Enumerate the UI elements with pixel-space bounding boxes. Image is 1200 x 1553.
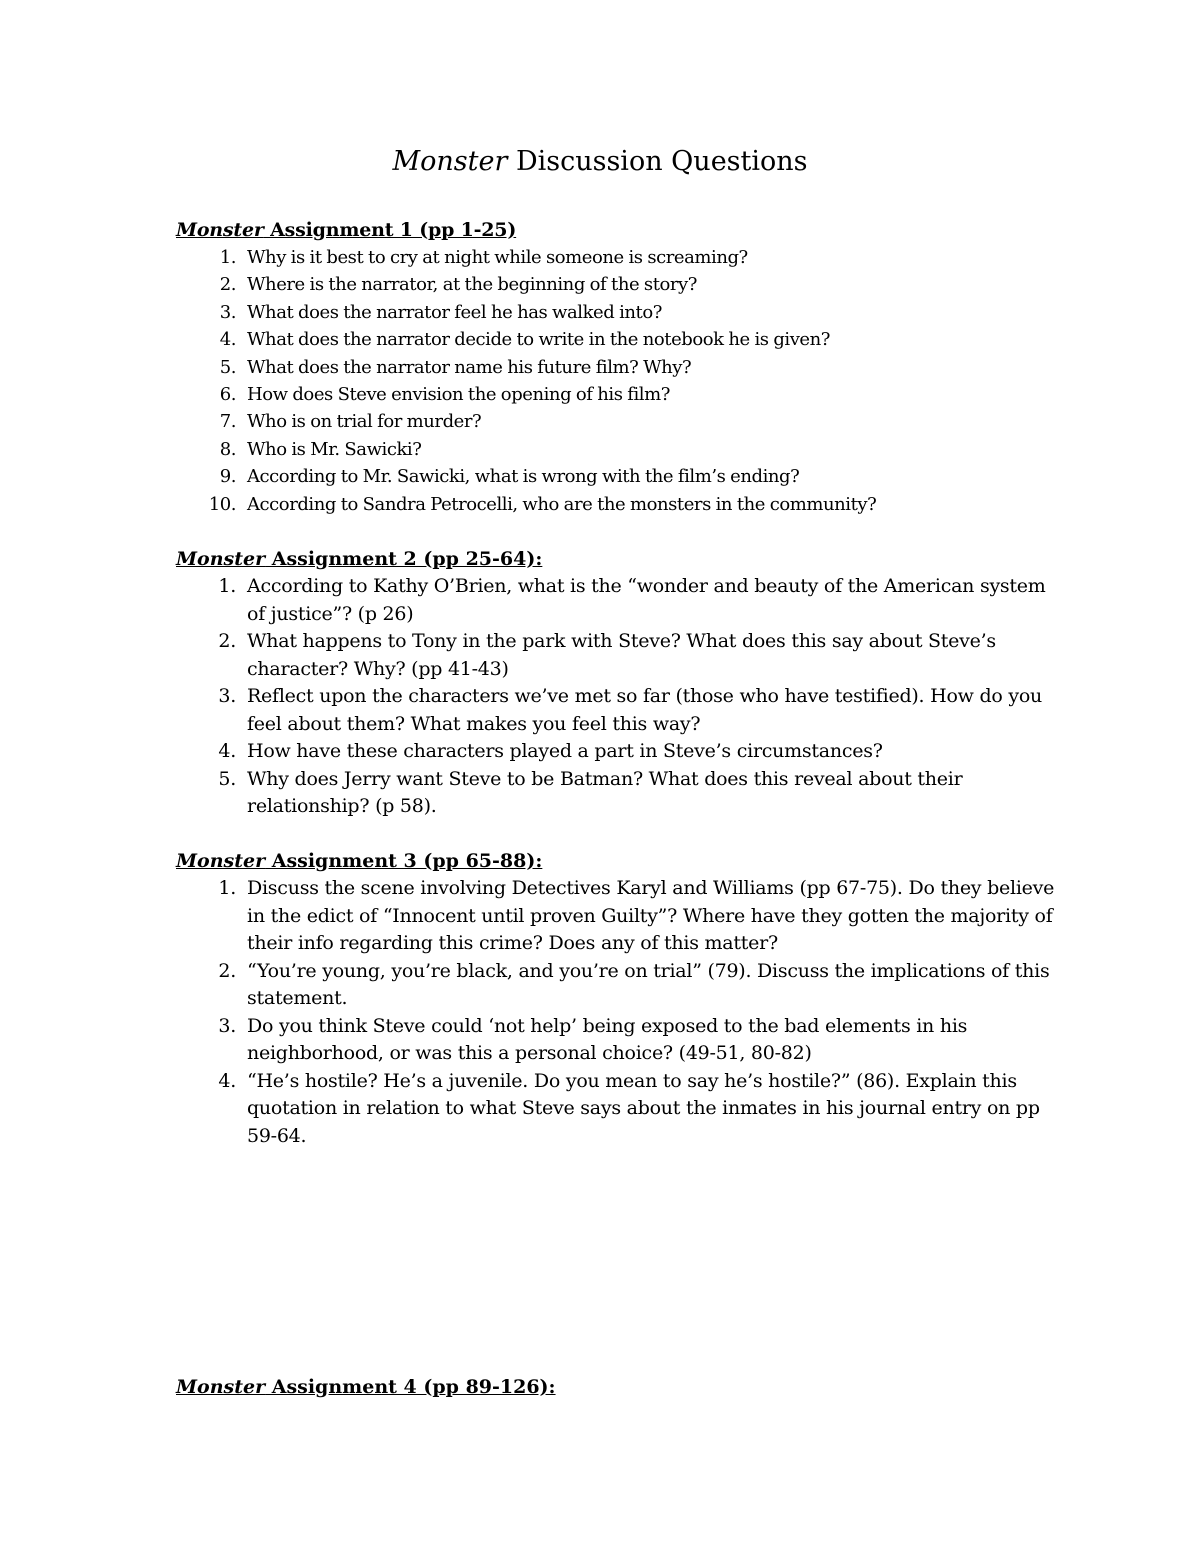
- question-text: What does the narrator feel he has walked into?: [247, 301, 662, 323]
- question-item: [176, 573, 1056, 628]
- question-text: Why is it best to cry at night while someone is screaming?: [247, 247, 748, 268]
- question-text: Why does Jerry want Steve to be Batman? What does this reveal about their relationship? (p 58).: [247, 767, 963, 817]
- assignment-3-section: [176, 847, 1056, 1150]
- assignment-1-heading: [176, 216, 1056, 244]
- question-text: “You’re young, you’re black, and you’re on trial” (79). Discuss the implications of this statement.: [247, 959, 1050, 1009]
- question-number: 10.: [208, 493, 236, 515]
- assignment-2-section: [176, 545, 1056, 821]
- assignment-2-heading: [176, 545, 1056, 573]
- assignment-3-questions: [176, 875, 1056, 1150]
- question-item: [176, 354, 1056, 381]
- question-item: [176, 271, 1056, 298]
- question-text: According to Kathy O’Brien, what is the “wonder and beauty of the American system of justice”? (p 26): [247, 575, 1046, 625]
- question-number: 2.: [218, 630, 236, 652]
- question-item: [176, 491, 1056, 518]
- question-number: 4.: [218, 1069, 236, 1092]
- heading-italic: Monster: [176, 548, 266, 570]
- assignment-3-heading: [176, 847, 1056, 875]
- question-item: [176, 1068, 1056, 1151]
- assignment-1-section: [176, 216, 1056, 518]
- question-item: [176, 463, 1056, 490]
- heading-rest: Assignment 2 (pp 25-64):: [265, 548, 543, 570]
- question-item: [176, 875, 1056, 958]
- assignment-4-heading: [176, 1373, 1056, 1401]
- question-text: Who is Mr. Sawicki?: [247, 438, 422, 460]
- heading-italic: Monster: [176, 850, 266, 872]
- question-text: According to Sandra Petrocelli, who are the monsters in the community?: [247, 493, 877, 515]
- question-text: What does the narrator decide to write in the notebook he is given?: [247, 329, 830, 351]
- question-number: 5.: [219, 356, 236, 378]
- assignment-2-questions: [176, 573, 1056, 821]
- question-number: 2.: [219, 274, 236, 296]
- question-item: [176, 299, 1056, 326]
- question-item: [176, 628, 1056, 683]
- title-rest: Discussion Questions: [507, 146, 808, 177]
- heading-rest: Assignment 1 (pp 1-25): [263, 219, 517, 241]
- question-text: What does the narrator name his future film? Why?: [247, 356, 692, 378]
- question-item: [176, 1013, 1056, 1068]
- heading-rest: Assignment 4 (pp 89-126):: [265, 1376, 556, 1398]
- question-text: Who is on trial for murder?: [247, 411, 482, 433]
- question-number: 5.: [218, 767, 236, 790]
- heading-rest: Assignment 3 (pp 65-88):: [265, 850, 543, 872]
- heading-italic: Monster: [176, 1376, 266, 1398]
- question-text: What happens to Tony in the park with Steve? What does this say about Steve’s character? Why? (pp 41-43): [247, 630, 996, 680]
- question-number: 6.: [219, 384, 236, 406]
- question-number: 1.: [218, 877, 236, 899]
- assignment-4-section: [176, 1373, 1056, 1401]
- question-item: [176, 381, 1056, 408]
- question-item: [176, 326, 1056, 353]
- question-item: [176, 244, 1056, 271]
- question-item: [176, 766, 1056, 821]
- question-number: 2.: [218, 959, 236, 982]
- question-item: [176, 683, 1056, 738]
- question-number: 8.: [219, 438, 236, 460]
- question-text: How have these characters played a part in Steve’s circumstances?: [247, 740, 883, 762]
- question-number: 4.: [219, 329, 236, 351]
- question-number: 1.: [219, 247, 236, 268]
- title-italic: Monster: [392, 146, 508, 177]
- question-number: 7.: [219, 411, 236, 433]
- question-text: Where is the narrator, at the beginning of the story?: [247, 274, 697, 296]
- question-number: 3.: [219, 301, 236, 323]
- question-text: Discuss the scene involving Detectives Karyl and Williams (pp 67-75). Do they believe in the edict of “Innocent until proven Guilty”? Where have they gotten the majority of their info regarding this crime? Does any of this matter?: [247, 877, 1055, 954]
- assignment-1-questions: [176, 244, 1056, 518]
- question-number: 4.: [218, 740, 236, 762]
- question-text: According to Mr. Sawicki, what is wrong with the film’s ending?: [247, 466, 800, 488]
- question-text: “He’s hostile? He’s a juvenile. Do you mean to say he’s hostile?” (86). Explain this quotation in relation to what Steve says about the inmates in his journal entry on pp 59-64.: [247, 1069, 1040, 1147]
- question-text: Reflect upon the characters we’ve met so far (those who have testified). How do you feel about them? What makes you feel this way?: [247, 685, 1042, 735]
- question-text: Do you think Steve could ‘not help’ being exposed to the bad elements in his neighborhood, or was this a personal choice? (49-51, 80-82): [247, 1014, 968, 1064]
- question-text: How does Steve envision the opening of his film?: [247, 384, 670, 406]
- question-number: 1.: [218, 575, 236, 597]
- heading-italic: Monster: [176, 219, 264, 241]
- question-item: [176, 408, 1056, 435]
- question-number: 9.: [219, 466, 236, 488]
- question-item: [176, 958, 1056, 1013]
- document-title: [0, 144, 1200, 180]
- question-number: 3.: [218, 1014, 236, 1037]
- question-number: 3.: [218, 685, 236, 707]
- question-item: [176, 738, 1056, 766]
- question-item: [176, 436, 1056, 463]
